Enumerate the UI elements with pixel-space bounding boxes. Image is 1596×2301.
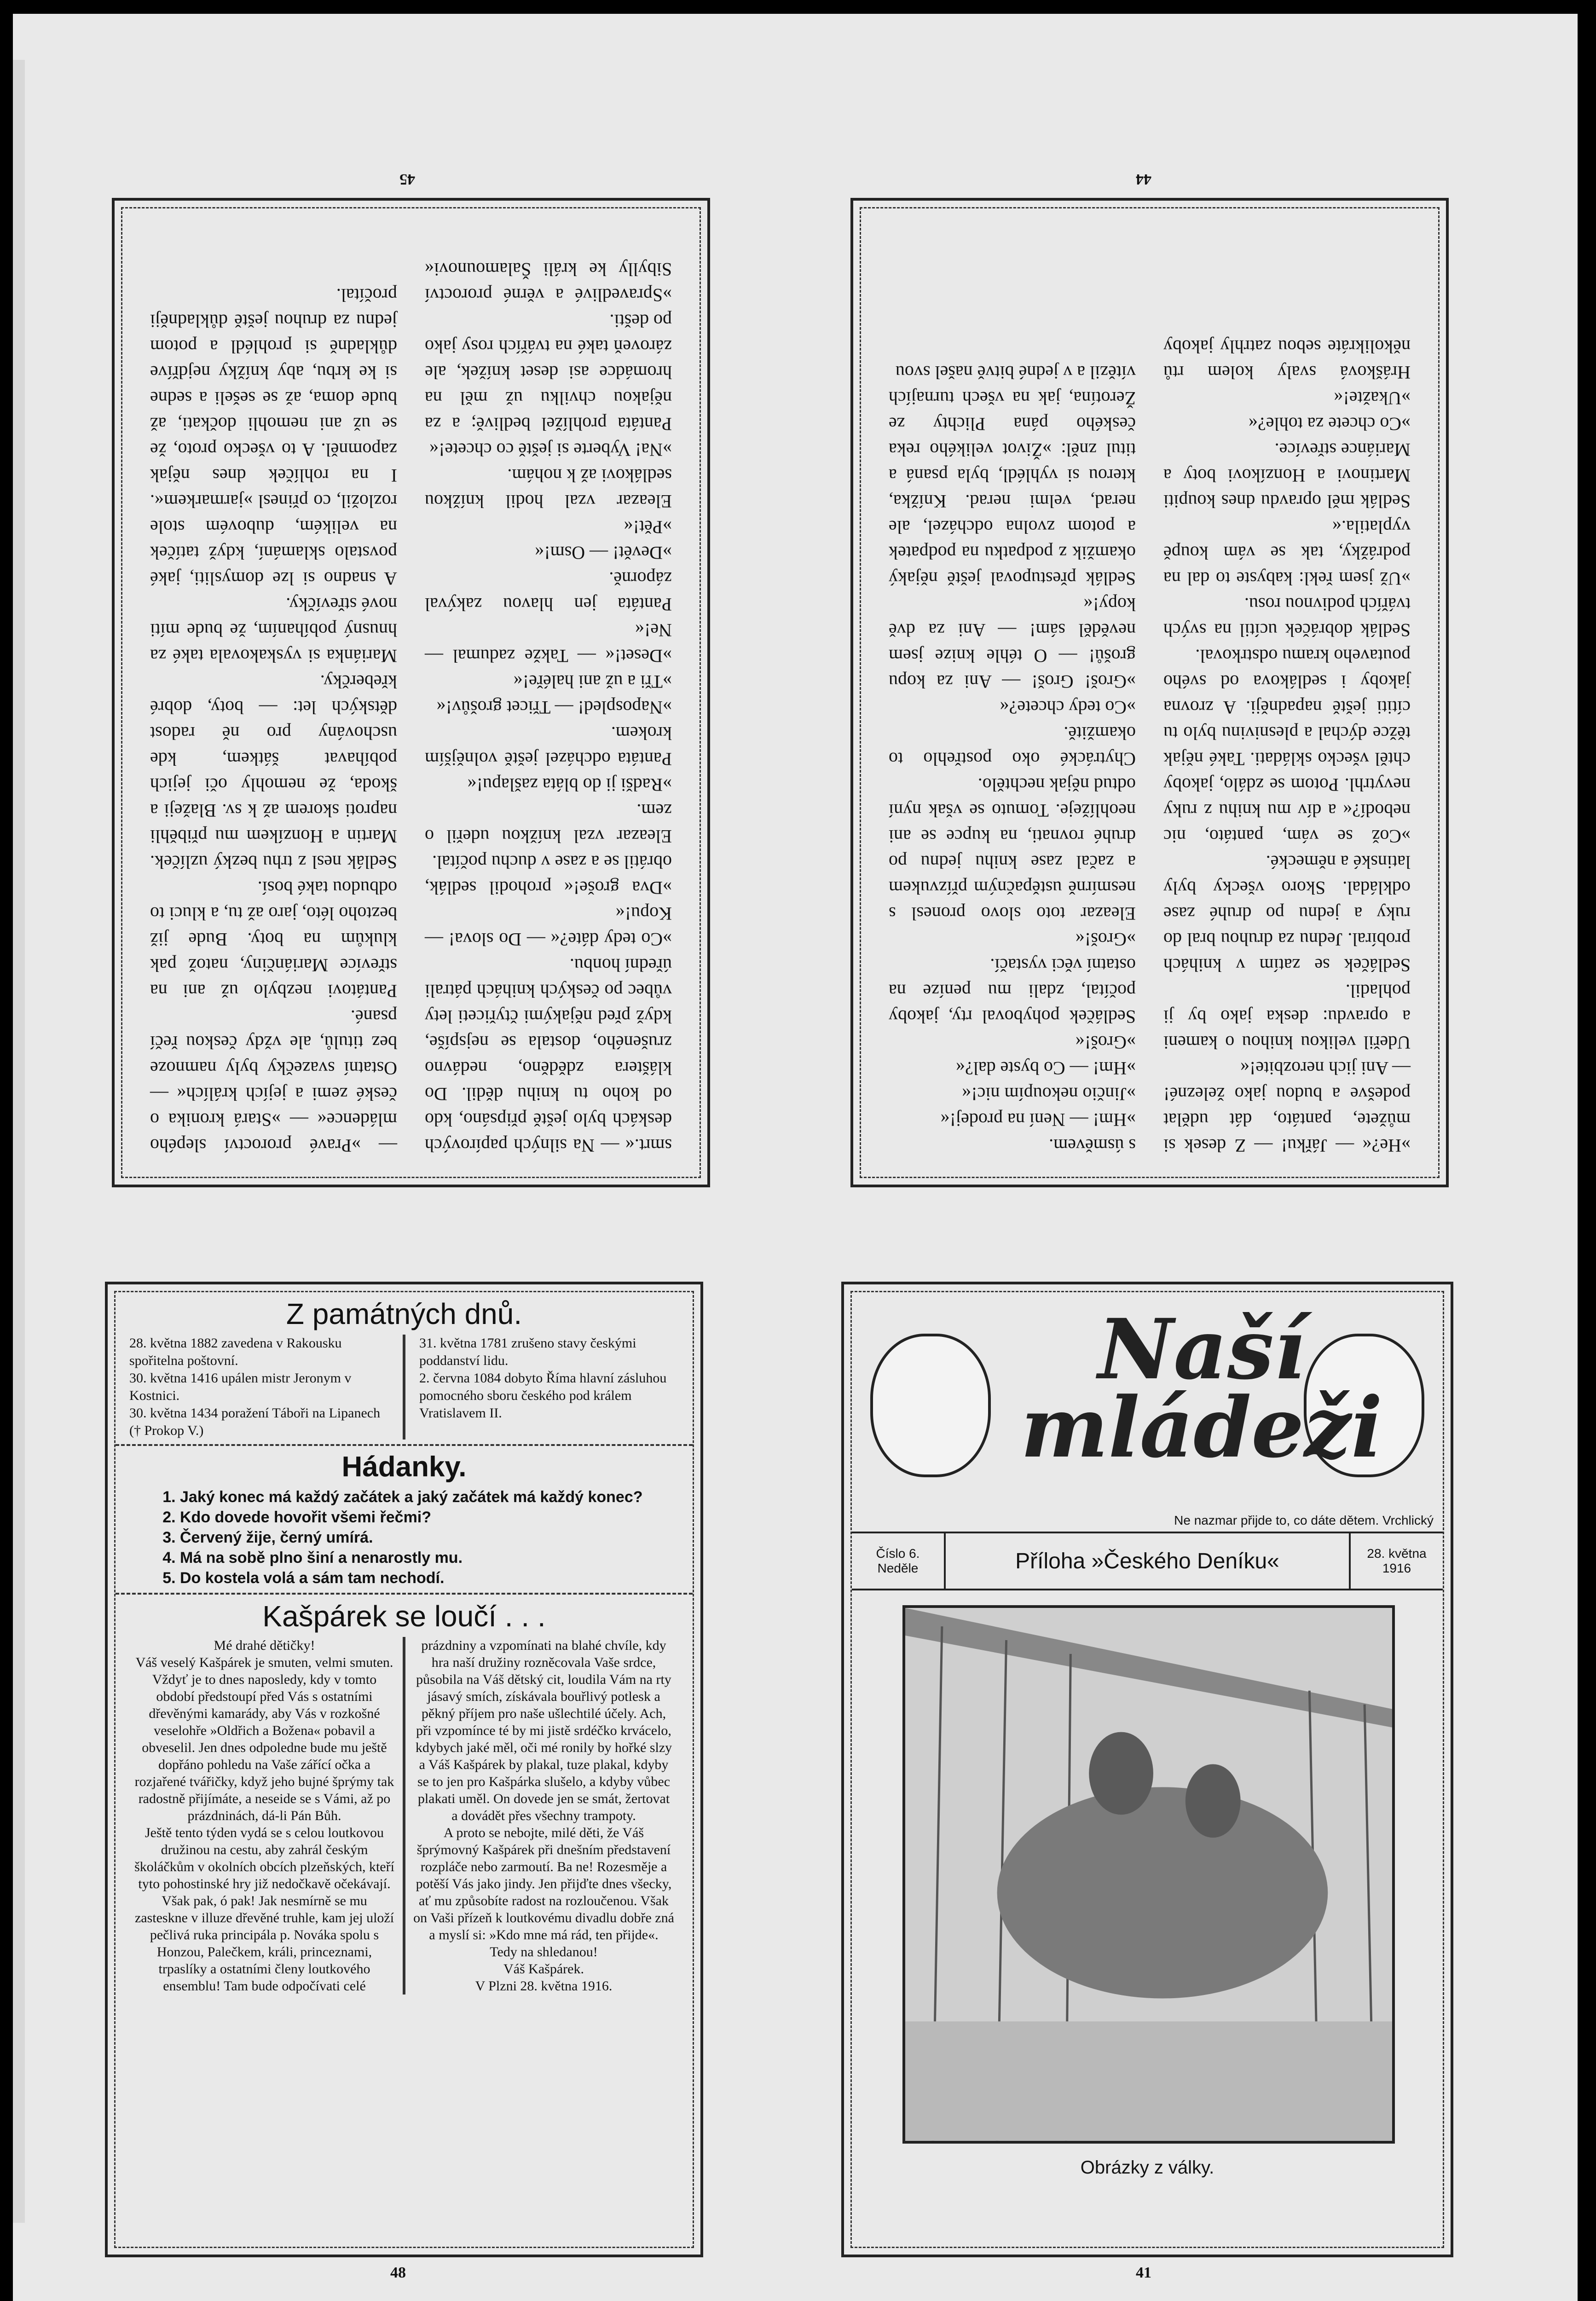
page-45-frame xyxy=(112,198,710,1187)
riddle-item: 3. Červený žije, černý umírá. xyxy=(180,1527,693,1548)
memorable-days-right: 31. května 1781 zrušeno stavy českými poddanství lidu. 2. června 1084 dobyto Říma hlavní zásluhou pomocného sboru českého pod králem Vratislavem II. xyxy=(419,1336,667,1421)
masthead xyxy=(852,1292,1443,1533)
war-illustration xyxy=(902,1605,1395,2144)
memorable-days-title: Z památných dnů. xyxy=(286,1297,522,1330)
riddle-item: 1. Jaký konec má každý začátek a jaký začátek má každý konec? xyxy=(180,1487,693,1507)
page-44-frame xyxy=(850,198,1449,1187)
section-divider xyxy=(116,1593,693,1595)
page-number-41: 41 xyxy=(1136,2264,1151,2281)
page-48-frame xyxy=(105,1282,703,2257)
masthead-title: Naší mládeži xyxy=(1020,1301,1383,1476)
page-number-45: 45 xyxy=(399,171,415,188)
issue-date: 28. května 1916 xyxy=(1367,1546,1427,1575)
page-number-48: 48 xyxy=(390,2264,406,2281)
section-divider xyxy=(116,1444,693,1446)
masthead-motto: Ne nazmar přijde to, co dáte dětem. Vrchlický xyxy=(1174,1513,1434,1527)
memorable-days xyxy=(116,1335,693,1440)
supplement-title: Příloha »Českého Deníku« xyxy=(944,1533,1351,1589)
girl-face-illustration xyxy=(870,1334,991,1477)
page-number-44: 44 xyxy=(1136,171,1151,188)
story-continuation-text: smrt.« — Na silných papírových deskách bylo ještě připsáno, kdo od koho tu knihu dědil. Do kláštera zděděno, nedávno zrušeného, dostala se nejspíše, když před nějakými čtyřiceti lety vůbec po českých knihách pátrali úřední honbu. »Co tedy dáte?« — Do slova! — Kopu!« »Dva groše!« prohodil sedlák, obrátil se a zase v duchu počítal. Eleazar vzal knížkou udeřil o zem. »Radši ji do bláta zašlapu!« Pantáta odcházel ještě volnějším krokem. »Napospled! — Třicet grošův!« »Tři a už ani haléře!« »Deset!« — Takže zadumal — Ne!« Pantáta jen hlavou zakýval záporně. »Devět! — Osm!« »Pět!« Eleazar vzal hodil knížkou sedlákovi až k nohám. »Na! Vyberte si ještě co chcete!« Pantáta prohlížel bedlivě; a za nějakou chvilku už měl na hromádce asi deset knížek, ale zároveň také na tvářích rosy jako po dešti. »Spravedlivé a věrné proroctví Sibylly ke králi Šalamounovi« — »Pravé proroctví slepého mládence« — »Stará kronika o české zemi a jejích králích« — Ostatní svazečky byly namnoze bez titulů, ale vždy českou řečí psané. Pantátovi nezbylo už ani na střevíce Mariánčiny, natož pak klukům na boty. Bude již beztoho léto, jaro až tu, a kluci to odbudou také bosí. Sedlák nesl z trhu bezký uzlíček. Martin a Honzíkem mu přiběhli naproti skorem až k sv. Blažeji a škoda, že nemohly oči jejich pobíhavat šátkem, kde uschovány pro ně radost dětských let: — boty, dobré křeberčky. Mariánka si vyskakovala také za hnusný pobíhaním, že bude míti nové střevíčky. A snadno si lze domysliti, jaké povstalo sklamání, když tatíček na velikém, dubovém stole rozložil, co přinesl »jarmarkem«. I na rohlíček dnes nějak zapomněl. A to všecko proto, že se už ani nemohli dočkati, až bude doma, až se sešeli a sedne si ke krbu, aby knížky nejdříve důkladně si prohlédl a potom jednu za druhou ještě důkladněji pročítal. xyxy=(150,259,672,1156)
cavalry-drawing xyxy=(905,1608,1392,2141)
issue-info-row xyxy=(852,1533,1443,1590)
column-divider xyxy=(403,1335,405,1440)
riddles-title: Hádanky. xyxy=(341,1451,467,1483)
riddle-item: 5. Do kostela volá a sám tam nechodí. xyxy=(180,1568,693,1588)
farewell-letter: Mé drahé dětičky! Váš veselý Kašpárek je smuten, velmi smuten. Vždyť je to dnes naposledy, kdy v tomto období předstoupí před Vás s ostatními dřevěnými kamarády, aby Vás v rozkošné veselohře »Oldřich a Božena« pobavil a obveselil. Jen dnes odpoledne bude mu ještě dopřáno pohledu na Vaše zářící očka a rozjařené tvářičky, když jeho bujné šprýmy tak radostně přijímáte, a neseide se s Vámi, až po prázdninách, dá-li Pán Bůh. Ještě tento týden vydá se s celou loutkovou družinou na cestu, aby zahrál českým školáčkům v okolních obcích plzeňských, kteří tyto pohostinské hry již nedočkavě očekávají. Však pak, ó pak! Jak nesmírně se mu zastesknе v illuze dřevěné truhle, kam jej uloží pečlivá ruka principála p. Nováka spolu s Honzou, Palečkem, králi, princeznami, trpaslíky a ostatními členy loutkového ensemblu! Tam bude odpočívati celé prázdniny a vzpomínati na blahé chvíle, kdy hra naší družiny rozněcovala Vaše srdce, působila na Váš dětský cit, loudila Vám na rty jásavý smích, získávala bouřlivý potlesk a pěkný příjem pro naše ušlechtilé účely. Ach, při vzpomínce té by mi jistě srdéčko krvácelo, kdybych jaké měl, oči mé ronily by hořké slzy a Váš Kašpárek by plakal, tuze plakal, kdyby se to jen pro Kašpárka slušelo, a kdyby vůbec plakati uměl. On dovede jen se smát, žertovat a dovádět přes všechny trampoty. A proto se nebojte, milé děti, že Váš šprýmovný Kašpárek při dnešním představení rozpláče nebo zarmoutí. Ba ne! Rozesměje a potěší Vás jako jindy. Jen přijďte dnes všecky, ať mu způsobíte radost na rozloučenou. Však on Vaši přízeň k loutkovému divadlu dobře zná a myslí si: »Kdo mne má rád, ten přijde«. Tedy na shledanou! Váš Kašpárek. V Plzni 28. května 1916. xyxy=(134,1638,674,1994)
riddle-item: 4. Má na sobě plno šiní a nenarostly mu. xyxy=(180,1548,693,1568)
issue-number: Číslo 6. Neděle xyxy=(876,1546,920,1575)
riddles-list xyxy=(180,1487,693,1588)
adjacent-page-edge xyxy=(13,60,25,2223)
story-text: »He?« — Jářku! — Z desek si můžete, pantáto, dát udělat podešve a budou jako železné! — Ani jich nerozbite!« Udeřil velikou knihou o kameni a opravdu: deska jako by ji pohladil. Sedláček se zatím v knihách probíral. Jednu za druhou bral do ruky a jednu po druhé zase odkládal. Skoro všecky byly latinské a německé. »Což se vám, pantáto, nic nebodí?« a dív mu knihu z ruky nevytrhl. Potom se zdálo, jakoby chtěl všecko skládati. Také nějak těžce dýchal a plesnivinu bylo tu cítiti ještě napadněji. A zrovna jakoby i sedlákova od svého poutaveho kramu odstrkoval. Sedlák dobráček ucítil na svých tvářích podivnou rosu. »Už jsem řekl: kabyste to dal na podrážky, tak se vám koupě vyplatila.« Sedlák měl opravdu dnes koupiti Martinovi a Honzíkovi boty a Mariánce střevíce. »Co chcete za tohle?« »Ukažte!« Hrášková svaly kolem rtů několikráte sebou zatrhly jakoby s úsměvem. »Hm! — Není na prodej!« »Jinčio nekoupím nic!« »Hm! — Co byste dal?« »Groš!« Sedláček pohyboval rty, jakoby počítal, zdali mu peníze na ostatní věci vystačí. »Groš!« Eleazar toto slovo pronesl s nesmírně ustěpačným přízvukem a začal zase knihu jednu po druhé rovnati, na kupce se ani neohlížeje. Tomuto se však nyní odtud nějak nechtělo. Chytrácké oko postřehlo to okamžitě. »Co tedy chcete?« »Groš! Groš! — Ani za kopu grošů! — O téhle knize jsem nevěděl sám! — Ani za dvě kopy!« Sedlák přestupoval ještě nějaký okamžik z podpatku na podpatek a potom zvolna odcházel, ale nerad, velmi nerad. Knížka, kterou si vyhlédl, byla psaná a titul zněl: »Život velikého reka českého pána Plichty ze Žerotína, jak na všech turnajích vítězil a v jedné bitvě našel svou xyxy=(889,336,1411,1156)
memorable-days-left: 28. května 1882 zavedena v Rakousku spořitelna poštovní. 30. května 1416 upálen mistr Jeronym v Kostnici. 30. května 1434 poražení Táboři na Lipanech († Prokop V.) xyxy=(129,1336,381,1438)
illustration-caption: Obrázky z války. xyxy=(1080,2157,1214,2178)
riddle-item: 2. Kdo dovede hovořit všemi řečmi? xyxy=(180,1507,693,1527)
page-41-frame xyxy=(841,1282,1453,2257)
farewell-title: Kašpárek se loučí . . . xyxy=(262,1600,546,1633)
newspaper-sheet xyxy=(13,14,1578,2301)
